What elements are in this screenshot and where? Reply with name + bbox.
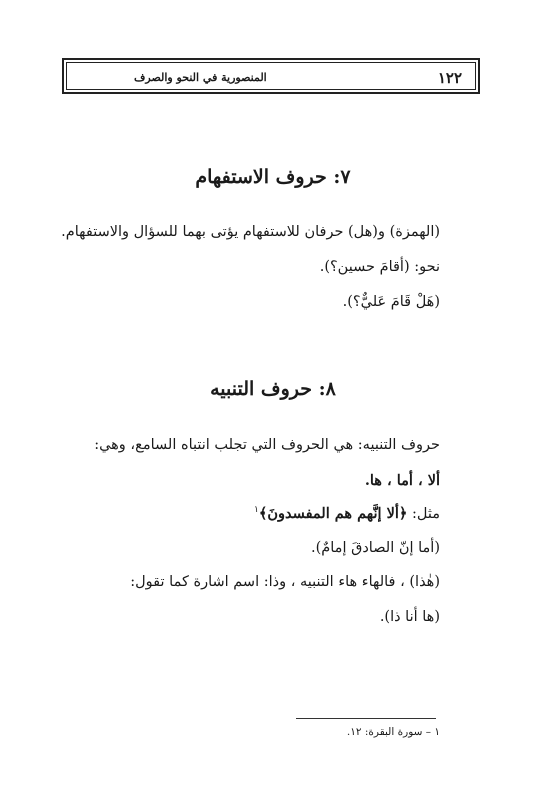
paragraph-line: (هٰذا) ، فالهاء هاء التنبيه ، وذا: اسم اشارة كما تقول: <box>130 574 440 590</box>
paragraph-line: (ها أنا ذا). <box>379 609 440 625</box>
footnote: ١ – سورة البقرة: ١٢. <box>346 726 440 738</box>
quran-quote: ﴿ألا إنَّهم هم المفسدونَ﴾ <box>258 505 408 522</box>
section-heading-alerting: ٨: حروف التنبيه <box>210 378 336 400</box>
page-number: ١٢٢ <box>437 69 462 87</box>
footnote-divider <box>296 718 436 719</box>
paragraph-line: (أما إنّ الصادقَ إمامٌ). <box>311 540 440 556</box>
paragraph-line: (الهمزة) و(هل) حرفان للاستفهام يؤتى بهما للسؤال والاستفهام. <box>61 224 440 240</box>
example-prefix: مثل: <box>407 506 440 522</box>
running-header <box>62 58 480 94</box>
section-heading-interrogative: ٧: حروف الاستفهام <box>195 166 351 188</box>
paragraph-line: نحو: (أقامَ حسين؟). <box>319 259 440 275</box>
example-line <box>254 505 440 522</box>
running-title: المنصورية في النحو والصرف <box>134 71 267 84</box>
paragraph-line: حروف التنبيه: هي الحروف التي تجلب انتباه السامع، وهي: <box>94 437 440 453</box>
footnote-marker: ١ <box>254 505 259 516</box>
paragraph-line: (هَلْ قَامَ عَليٌّ؟). <box>342 294 440 310</box>
paragraph-line: ألا ، أما ، ها. <box>364 472 440 489</box>
